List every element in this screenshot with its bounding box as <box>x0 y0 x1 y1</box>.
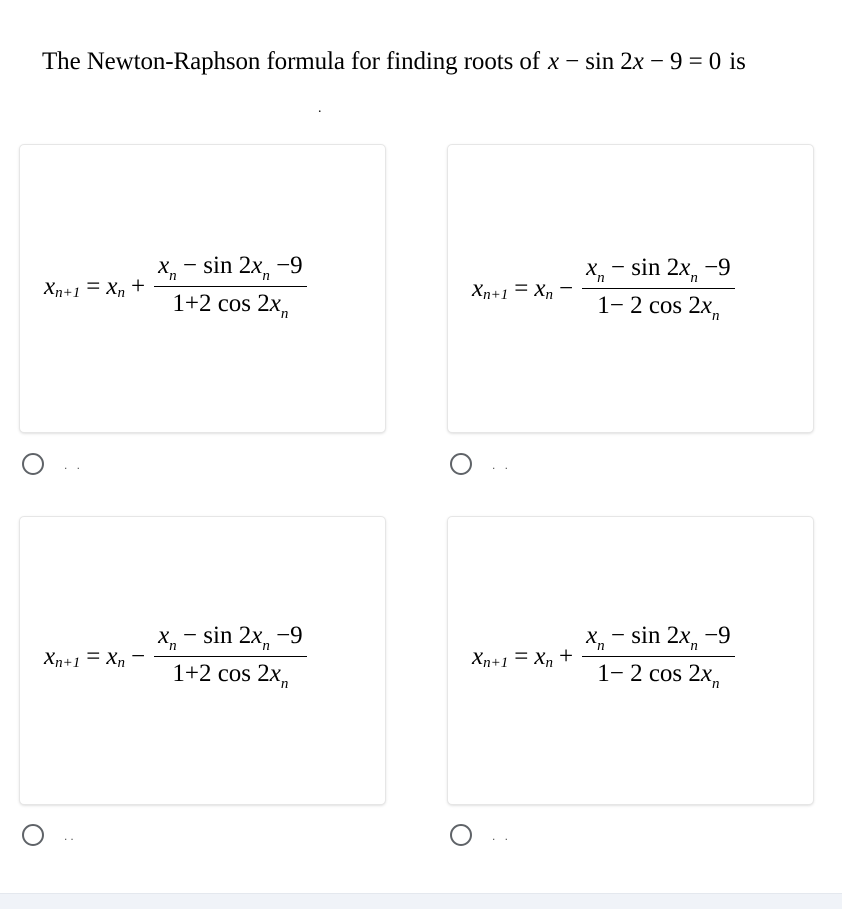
question-prefix: The Newton-Raphson formula for finding roots of <box>42 48 540 75</box>
option-c-radio[interactable] <box>22 824 44 846</box>
option-a-label: . . <box>64 458 84 472</box>
option-d-formula: x n+1 = x n + $\frac{x_n - \sin 2x_n -9}{1- 2 \cos 2x_n}$ <box>472 621 735 692</box>
question-equation: x − sin 2x − 9 = 0 <box>547 48 722 75</box>
option-d-radio[interactable] <box>450 824 472 846</box>
question-suffix: is <box>729 48 746 75</box>
option-b-label: . . <box>492 458 512 472</box>
option-c-formula: x n+1 = x n − $\frac{x_n - \sin 2x_n -9}{1+2 \cos 2x_n}$ <box>44 621 307 692</box>
option-c-label: .. <box>64 829 77 843</box>
option-a-formula: x n+1 = x n + $\frac{x_n - \sin 2x_n -9}{1+2 \cos 2x_n}$ <box>44 251 307 322</box>
option-b-card[interactable] <box>448 145 813 432</box>
option-a-radio[interactable] <box>22 453 44 475</box>
footer-bar <box>0 893 842 909</box>
option-b-radio[interactable] <box>450 453 472 475</box>
option-a-card[interactable] <box>20 145 385 432</box>
option-d-card[interactable] <box>448 517 813 804</box>
question-text <box>42 48 746 76</box>
option-d-label: . . <box>492 829 512 843</box>
option-b-formula: x n+1 = x n − $\frac{x_n - \sin 2x_n -9}{1- 2 \cos 2x_n}$ <box>472 253 735 324</box>
option-c-card[interactable] <box>20 517 385 804</box>
stray-mark: . <box>318 101 322 116</box>
